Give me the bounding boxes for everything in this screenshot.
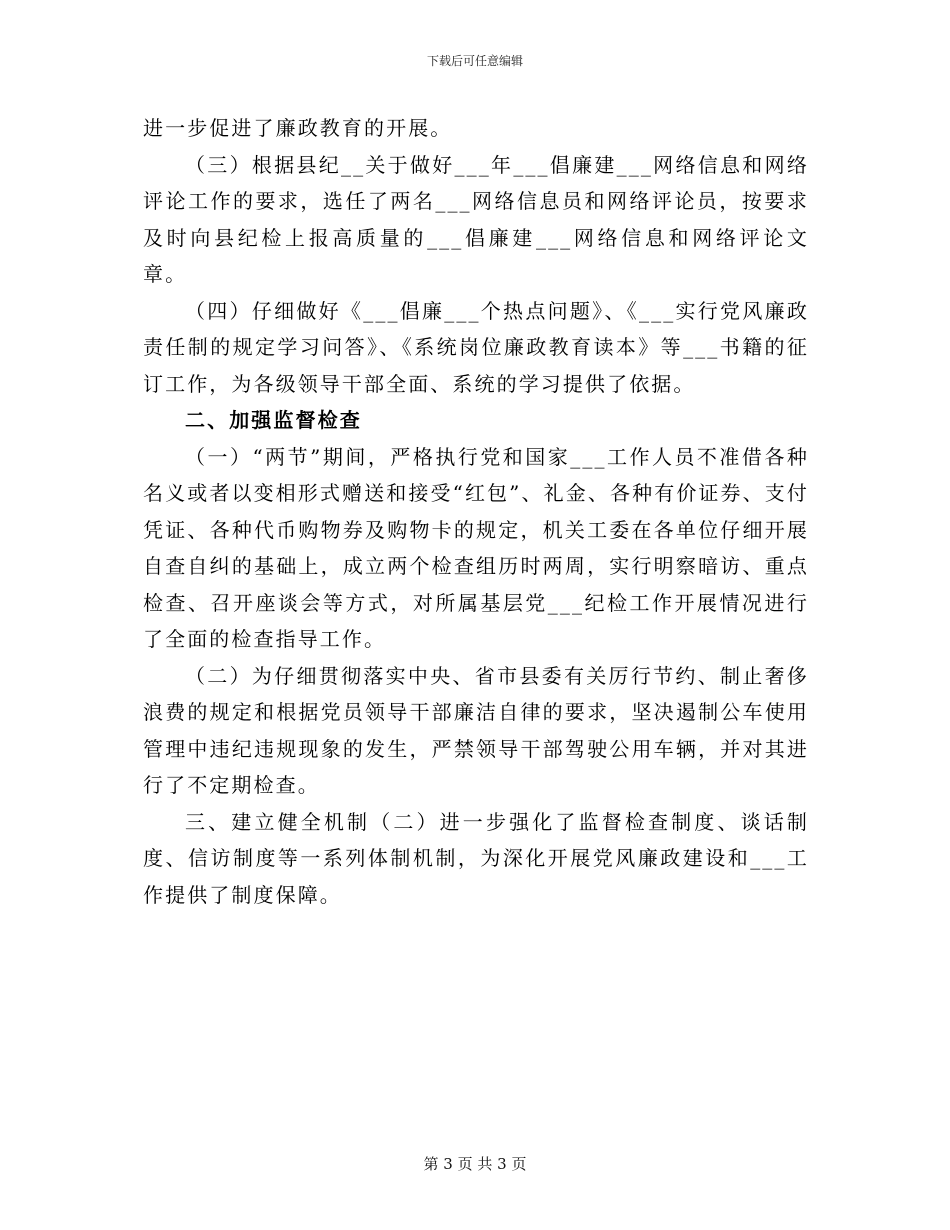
- paragraph-section2-item-2: （二）为仔细贯彻落实中央、省市县委有关厉行节约、制止奢侈浪费的规定和根据党员领导干部廉洁自律的要求，坚决遏制公车使用管理中违纪违规现象的发生，严禁领导干部驾驶公用车辆，并对其进行了不定期检查。: [143, 663, 809, 797]
- page-footer: 第 3 页 共 3 页: [423, 1155, 527, 1173]
- paragraph-section-3: 三、建立健全机制（二）进一步强化了监督检查制度、谈话制度、信访制度等一系列体制机制，为深化开展党风廉政建设和___工作提供了制度保障。: [143, 809, 809, 907]
- paragraph-section2-item-1: （一）“两节”期间，严格执行党和国家___工作人员不准借各种名义或者以变相形式赠送和接受“红包”、礼金、各种有价证券、支付凭证、各种代币购物券及购物卡的规定，机关工委在各单位仔细开展自查自纠的基础上，成立两个检查组历时两周，实行明察暗访、重点检查、召开座谈会等方式，对所属基层党___纪检工作开展情况进行了全面的检查指导工作。: [143, 444, 809, 651]
- paragraph-item-3: （三）根据县纪__关于做好___年___倡廉建___网络信息和网络评论工作的要求，选任了两名___网络信息员和网络评论员，按要求及时向县纪检上报高质量的___倡廉建___网络信息和网络评论文章。: [143, 152, 809, 286]
- section-heading-2: 二、加强监督检查: [185, 408, 362, 432]
- page-header: 下载后可任意编辑: [426, 54, 523, 68]
- document-body: [143, 110, 809, 913]
- paragraph-item-4: （四）仔细做好《___倡廉___个热点问题》、《___实行党风廉政责任制的规定学习问答》、《系统岗位廉政教育读本》等___书籍的征订工作，为各级领导干部全面、系统的学习提供了依据。: [143, 298, 809, 396]
- paragraph-continuation: 进一步促进了廉政教育的开展。: [143, 116, 453, 140]
